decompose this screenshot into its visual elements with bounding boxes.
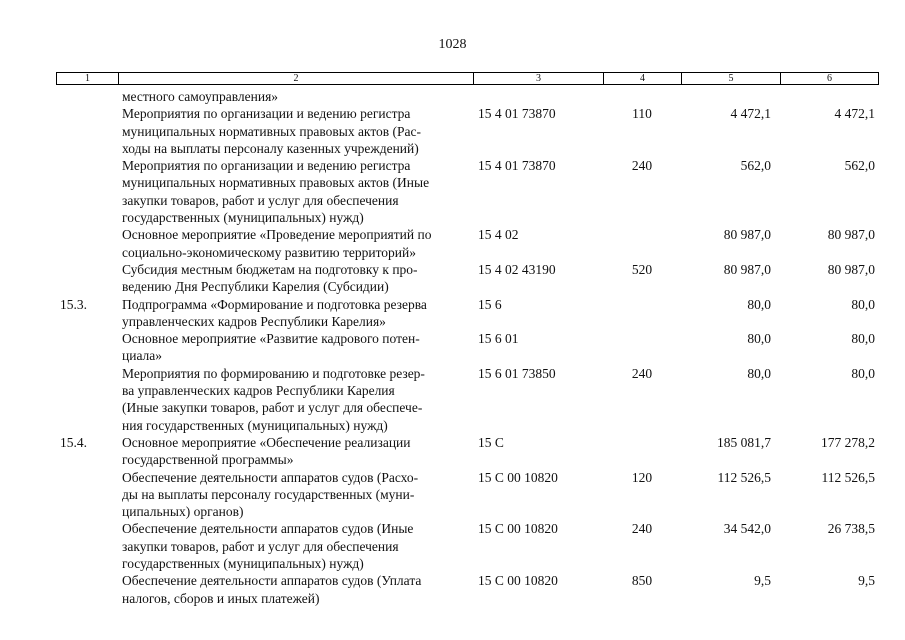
table-row	[56, 572, 879, 607]
row-value-6-cell: 4 472,1	[834, 106, 875, 122]
description-line: Обеспечение деятельности аппаратов судов (Иные	[122, 521, 414, 537]
row-code-cell: 15 С 00 10820	[478, 469, 558, 485]
description-line: Основное мероприятие «Проведение мероприятий по	[122, 227, 432, 243]
row-description-cell	[118, 469, 473, 521]
row-value-5-cell: 80,0	[747, 331, 771, 347]
row-number-cell	[56, 105, 118, 157]
row-type-cell	[603, 226, 681, 261]
row-number-cell	[56, 520, 118, 572]
row-number-cell	[56, 572, 118, 607]
description-line: ва управленческих кадров Республики Карелия	[122, 383, 395, 399]
row-type-cell	[603, 330, 681, 365]
row-type-cell: 240	[631, 521, 653, 537]
row-code-cell: 15 С	[478, 434, 504, 450]
row-type-cell: 240	[631, 365, 653, 381]
row-code-cell: 15 4 01 73870	[478, 158, 556, 174]
table-row	[56, 469, 879, 521]
row-description-cell	[118, 520, 473, 572]
description-line: Мероприятия по формированию и подготовке резер-	[122, 365, 425, 381]
description-line: государственных (муниципальных) нужд)	[122, 210, 364, 226]
row-type-cell	[603, 88, 681, 105]
row-number-cell	[56, 261, 118, 296]
row-value-6-cell: 9,5	[858, 573, 875, 589]
table-row	[56, 88, 879, 105]
description-line: управленческих кадров Республики Карелия»	[122, 313, 386, 329]
row-value-5-cell: 4 472,1	[730, 106, 771, 122]
description-line: социально-экономическому развитию территорий»	[122, 244, 417, 260]
row-value-6-cell: 562,0	[844, 158, 875, 174]
table-row	[56, 157, 879, 226]
row-number-cell: 15.4.	[60, 434, 87, 450]
row-description-cell	[118, 365, 473, 434]
row-value-6-cell: 80,0	[851, 296, 875, 312]
description-line: закупки товаров, работ и услуг для обеспечения	[122, 192, 399, 208]
row-code-cell	[473, 88, 603, 105]
row-value-5-cell: 185 081,7	[717, 434, 771, 450]
column-header-2: 2	[119, 73, 474, 84]
row-value-6-cell: 80 987,0	[827, 261, 875, 277]
description-line: ния государственных (муниципальных) нужд)	[122, 417, 388, 433]
row-value-6-cell: 177 278,2	[821, 434, 875, 450]
description-line: ходы на выплаты персоналу казенных учреждений)	[122, 140, 419, 156]
row-code-cell: 15 6 01 73850	[478, 365, 556, 381]
table-body	[56, 88, 879, 607]
row-description-cell	[118, 261, 473, 296]
row-value-5-cell: 562,0	[740, 158, 771, 174]
row-value-6-cell: 112 526,5	[821, 469, 875, 485]
description-line: закупки товаров, работ и услуг для обеспечения	[122, 538, 399, 554]
table-row	[56, 296, 879, 331]
row-description-cell	[118, 226, 473, 261]
row-type-cell	[603, 296, 681, 331]
row-description-cell	[118, 330, 473, 365]
row-code-cell: 15 4 01 73870	[478, 106, 556, 122]
row-value-6-cell: 80,0	[851, 365, 875, 381]
description-line: Мероприятия по организации и ведению регистра	[122, 106, 411, 122]
row-description-cell	[118, 157, 473, 226]
row-type-cell: 850	[631, 573, 653, 589]
description-line: Основное мероприятие «Обеспечение реализации	[122, 434, 411, 450]
description-line: налогов, сборов и иных платежей)	[122, 590, 320, 606]
description-line: (Иные закупки товаров, работ и услуг для обеспече-	[122, 400, 423, 416]
row-value-5-cell: 112 526,5	[717, 469, 771, 485]
row-value-5-cell: 80,0	[747, 296, 771, 312]
column-header-6: 6	[827, 73, 832, 84]
description-line: Мероприятия по организации и ведению регистра	[122, 158, 411, 174]
row-number-cell	[56, 330, 118, 365]
row-value-6-cell: 26 738,5	[827, 521, 875, 537]
row-type-cell: 120	[631, 469, 653, 485]
table-row	[56, 434, 879, 469]
row-value-6-cell	[780, 88, 879, 105]
row-number-cell	[56, 88, 118, 105]
description-line: муниципальных нормативных правовых актов (Иные	[122, 175, 430, 191]
table-row	[56, 261, 879, 296]
row-type-cell: 110	[632, 106, 652, 122]
row-description-cell	[118, 572, 473, 607]
column-header-3: 3	[474, 73, 604, 84]
row-type-cell	[603, 434, 681, 469]
row-value-5-cell: 80 987,0	[723, 261, 771, 277]
page-number: 1028	[438, 37, 467, 52]
table-header-row	[56, 72, 879, 85]
description-line: Обеспечение деятельности аппаратов судов (Уплата	[122, 573, 422, 589]
row-type-cell: 240	[631, 158, 653, 174]
row-code-cell: 15 С 00 10820	[478, 521, 558, 537]
row-number-cell: 15.3.	[60, 296, 87, 312]
row-value-6-cell: 80,0	[851, 331, 875, 347]
description-line: циала»	[122, 348, 163, 364]
description-line: местного самоуправления»	[122, 89, 279, 104]
row-number-cell	[56, 157, 118, 226]
column-header-1: 1	[57, 73, 119, 84]
table-row	[56, 105, 879, 157]
row-value-5-cell: 34 542,0	[723, 521, 771, 537]
description-line: Основное мероприятие «Развитие кадрового потен-	[122, 331, 420, 347]
row-type-cell: 520	[631, 261, 653, 277]
description-line: ципальных) органов)	[122, 504, 244, 520]
table-row	[56, 520, 879, 572]
table-row	[56, 330, 879, 365]
row-number-cell	[56, 469, 118, 521]
description-line: Субсидия местным бюджетам на подготовку к про-	[122, 261, 418, 277]
row-code-cell: 15 С 00 10820	[478, 573, 558, 589]
row-code-cell: 15 6 01	[478, 331, 519, 347]
row-code-cell: 15 4 02	[478, 227, 519, 243]
row-value-6-cell: 80 987,0	[827, 227, 875, 243]
table-row	[56, 365, 879, 434]
row-description-cell	[118, 105, 473, 157]
description-line: ды на выплаты персоналу государственных (муни-	[122, 486, 415, 502]
column-header-5: 5	[682, 73, 781, 84]
row-number-cell	[56, 365, 118, 434]
row-value-5-cell: 80 987,0	[723, 227, 771, 243]
row-description-cell	[118, 88, 473, 105]
description-line: Подпрограмма «Формирование и подготовка резерва	[122, 296, 427, 312]
row-code-cell: 15 4 02 43190	[478, 261, 556, 277]
row-description-cell	[118, 296, 473, 331]
description-line: муниципальных нормативных правовых актов (Рас-	[122, 123, 422, 139]
row-value-5-cell: 80,0	[747, 365, 771, 381]
row-value-5-cell	[681, 88, 780, 105]
row-number-cell	[56, 226, 118, 261]
row-code-cell: 15 6	[478, 296, 502, 312]
description-line: Обеспечение деятельности аппаратов судов (Расхо-	[122, 469, 419, 485]
row-value-5-cell: 9,5	[754, 573, 771, 589]
table-row	[56, 226, 879, 261]
row-description-cell	[118, 434, 473, 469]
description-line: государственной программы»	[122, 452, 294, 468]
description-line: государственных (муниципальных) нужд)	[122, 556, 364, 572]
description-line: ведению Дня Республики Карелия (Субсидии)	[122, 279, 389, 295]
column-header-4: 4	[604, 73, 682, 84]
